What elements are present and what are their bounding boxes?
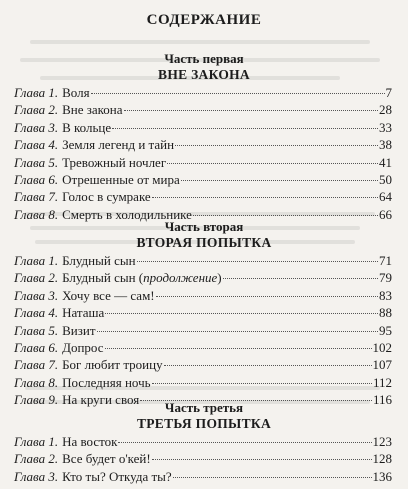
chapter-title: Тревожный ночлег (62, 154, 167, 170)
part-1-title: ВНЕ ЗАКОНА (158, 67, 250, 82)
part-1-chapter-list (14, 85, 392, 224)
chapter-label: Глава 2. (14, 451, 59, 467)
dot-leader (164, 365, 372, 366)
chapter-label: Глава 5. (14, 154, 59, 170)
dot-leader (105, 348, 372, 349)
chapter-title: Блудный сын (продолжение) (62, 270, 222, 286)
part-2-label: Часть вторая (164, 219, 244, 234)
chapter-title: На круги своя (62, 392, 140, 408)
chapter-title: Наташа (62, 305, 105, 321)
page-number: 7 (385, 85, 392, 100)
toc-entry[interactable] (14, 189, 392, 206)
chapter-label: Глава 3. (14, 468, 59, 484)
page-number: 50 (379, 171, 392, 187)
page-number: 83 (379, 287, 392, 303)
chapter-title: Смерть в холодильнике (62, 206, 192, 222)
chapter-label: Глава 6. (14, 171, 59, 187)
toc-entry[interactable] (14, 85, 392, 102)
chapter-title: Блудный сын (62, 253, 136, 268)
page-number: 41 (379, 154, 392, 170)
toc-entry[interactable] (14, 434, 392, 451)
chapter-label: Глава 2. (14, 270, 59, 286)
page-number: 95 (379, 322, 392, 338)
chapter-label: Глава 8. (14, 206, 59, 222)
chapter-title: Кто ты? Откуда ты? (62, 468, 172, 484)
chapter-label: Глава 1. (14, 85, 59, 100)
toc-entry[interactable] (14, 305, 392, 322)
page-number: 38 (379, 137, 392, 153)
dot-leader (156, 296, 378, 297)
chapter-title: Вне закона (62, 102, 123, 118)
page-number: 112 (372, 374, 392, 390)
part-3-label: Часть третья (164, 400, 244, 415)
toc-entry[interactable] (14, 357, 392, 374)
dot-leader (152, 197, 378, 198)
chapter-label: Глава 3. (14, 119, 59, 135)
chapter-label: Глава 4. (14, 305, 59, 321)
chapter-title: Хочу все — сам! (62, 287, 155, 303)
chapter-title: На восток (62, 434, 118, 449)
dot-leader (175, 145, 378, 146)
chapter-label: Глава 7. (14, 189, 59, 205)
chapter-label: Глава 2. (14, 102, 59, 118)
dot-leader (193, 215, 378, 216)
part-3-title: ТРЕТЬЯ ПОПЫТКА (136, 416, 272, 431)
chapter-label: Глава 9. (14, 392, 59, 408)
toc-entry[interactable] (14, 469, 392, 486)
chapter-title: Воля (62, 85, 90, 100)
toc-entry[interactable] (14, 137, 392, 154)
toc-entry[interactable] (14, 288, 392, 305)
dot-leader (167, 163, 378, 164)
chapter-title: Бог любит троицу (62, 357, 163, 373)
page-number: 64 (379, 189, 392, 205)
dot-leader (97, 331, 379, 332)
dot-leader (105, 313, 378, 314)
page-number: 116 (372, 392, 392, 408)
toc-entry[interactable] (14, 270, 392, 287)
page-number: 136 (372, 468, 392, 484)
chapter-label: Глава 1. (14, 434, 59, 449)
dot-leader (181, 180, 378, 181)
page-number: 128 (372, 451, 392, 467)
page-number: 66 (379, 206, 392, 222)
part-2-title: ВТОРАЯ ПОПЫТКА (136, 235, 272, 250)
toc-entry[interactable] (14, 120, 392, 137)
toc-entry[interactable] (14, 375, 392, 392)
chapter-title: Голос в сумраке (62, 189, 151, 205)
chapter-title-suffix: продолжение (143, 270, 218, 286)
chapter-label: Глава 3. (14, 287, 59, 303)
page-number: 28 (379, 102, 392, 118)
chapter-label: Глава 8. (14, 374, 59, 390)
page-number: 71 (379, 253, 392, 268)
dot-leader (173, 477, 372, 478)
chapter-title: Земля легенд и тайн (62, 137, 175, 153)
page-number: 33 (379, 119, 392, 135)
chapter-title: Допрос (62, 339, 104, 355)
page-number: 107 (372, 357, 392, 373)
dot-leader (223, 278, 378, 279)
toc-entry[interactable] (14, 155, 392, 172)
chapter-title: Последняя ночь (62, 374, 151, 390)
dot-leader (152, 459, 372, 460)
page-number: 102 (372, 339, 392, 355)
toc-entry[interactable] (14, 451, 392, 468)
page-number: 123 (372, 434, 392, 449)
chapter-label: Глава 5. (14, 322, 59, 338)
chapter-label: Глава 6. (14, 339, 59, 355)
chapter-title: В кольце (62, 119, 112, 135)
dot-leader (118, 442, 371, 443)
toc-entry[interactable] (14, 340, 392, 357)
dot-leader (112, 128, 378, 129)
dot-leader (124, 110, 378, 111)
dot-leader (91, 93, 385, 94)
chapter-label: Глава 7. (14, 357, 59, 373)
chapter-title: Визит (62, 322, 96, 338)
page-number: 79 (379, 270, 392, 286)
chapter-title: Отрешенные от мира (62, 171, 180, 187)
toc-entry[interactable] (14, 253, 392, 270)
toc-entry[interactable] (14, 323, 392, 340)
part-3-chapter-list (14, 434, 392, 486)
chapter-title-main: Блудный сын (62, 270, 136, 286)
chapter-title: Все будет о'кей! (62, 451, 151, 467)
page-number: 88 (379, 305, 392, 321)
chapter-label: Глава 4. (14, 137, 59, 153)
dot-leader (152, 383, 372, 384)
part-1-label: Часть первая (164, 51, 244, 66)
dot-leader (137, 261, 378, 262)
toc-entry[interactable] (14, 172, 392, 189)
toc-entry[interactable] (14, 102, 392, 119)
chapter-label: Глава 1. (14, 253, 59, 268)
toc-title: СОДЕРЖАНИЕ (146, 12, 262, 28)
part-2-chapter-list (14, 253, 392, 410)
